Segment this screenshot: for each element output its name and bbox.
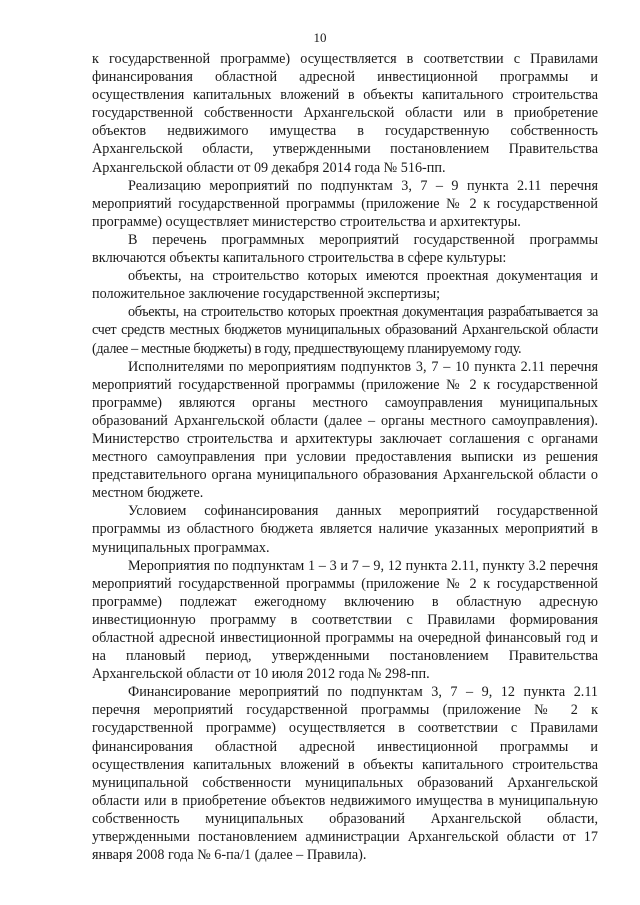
paragraph-capital-objects-list: В перечень программных мероприятий государственной программы включаются объекты капитального строительства в сфере культуры: [92, 231, 598, 267]
paragraph-objects-with-documentation: объекты, на строительство которых имеются проектная документация и положительное заключение государственной экспертизы; [92, 268, 598, 303]
paragraph-annual-inclusion: Мероприятия по подпунктам 1 – 3 и 7 – 9, 12 пункта 2.11, пункту 3.2 перечня мероприятий государственной программы (приложение № 2 к государственной программе) подлежат ежегодному включению в областную адресную инвестиционную программу в соответствии с Правилами формирования областной адресной инвестиционной программы на очередной финансовый год и на плановый период, утвержденными постановлением Правительства Архангельской области от 10 июля 2012 года № 298-пп. [92, 557, 598, 683]
paragraph-objects-local-budget-documentation: объекты, на строительство которых проектная документация разрабатывается за счет средств местных бюджетов муниципальных образований Архангельской области (далее – местные бюджеты) в году, предшествующему планируемому году. [92, 304, 598, 357]
paragraph-implementation-ministry: Реализацию мероприятий по подпунктам 3, 7 – 9 пункта 2.11 перечня мероприятий государственной программы (приложение № 2 к государственной программе) осуществляет министерство строительства и архитектуры. [92, 177, 598, 230]
paragraph-financing-municipal-rules: Финансирование мероприятий по подпунктам 3, 7 – 9, 12 пункта 2.11 перечня мероприятий государственной программы (приложение № 2 к государственной программе) осуществляется в соответствии с Правилами финансирования областной адресной инвестиционной программы и осуществления капитальных вложений в объекты капитального строительства муниципальной собственности муниципальных образований Архангельской области или в приобретение объектов недвижимого имущества в муниципальную собственность муниципальных образований Архангельской области, утвержденными постановлением администрации Архангельской области от 17 января 2008 года № 6-па/1 (далее – Правила). [92, 684, 598, 864]
paragraph-executors-local-governments: Исполнителями по мероприятиям подпунктов 3, 7 – 10 пункта 2.11 перечня мероприятий государственной программы (приложение № 2 к государственной программе) являются органы местного самоуправления муниципальных образований Архангельской области (далее – органы местного самоуправления). Министерство строительства и архитектуры заключает соглашения с органами местного самоуправления при условии предоставления выписки из решения представительного органа муниципального образования Архангельской области о местном бюджете. [92, 358, 598, 502]
page-number: 10 [313, 30, 327, 45]
paragraph-financing-rules-continuation: к государственной программе) осуществляется в соответствии с Правилами финансирования областной адресной инвестиционной программы и осуществления капитальных вложений в объекты капитального строительства государственной собственности Архангельской области или в приобретение объектов недвижимого имущества в государственную собственность Архангельской области, утвержденными постановлением Правительства Архангельской области от 09 декабря 2014 года № 516-пп. [92, 51, 598, 176]
paragraph-cofinancing-condition: Условием софинансирования данных мероприятий государственной программы из областного бюджета является наличие указанных мероприятий в муниципальных программах. [92, 503, 598, 556]
document-body [92, 50, 598, 864]
